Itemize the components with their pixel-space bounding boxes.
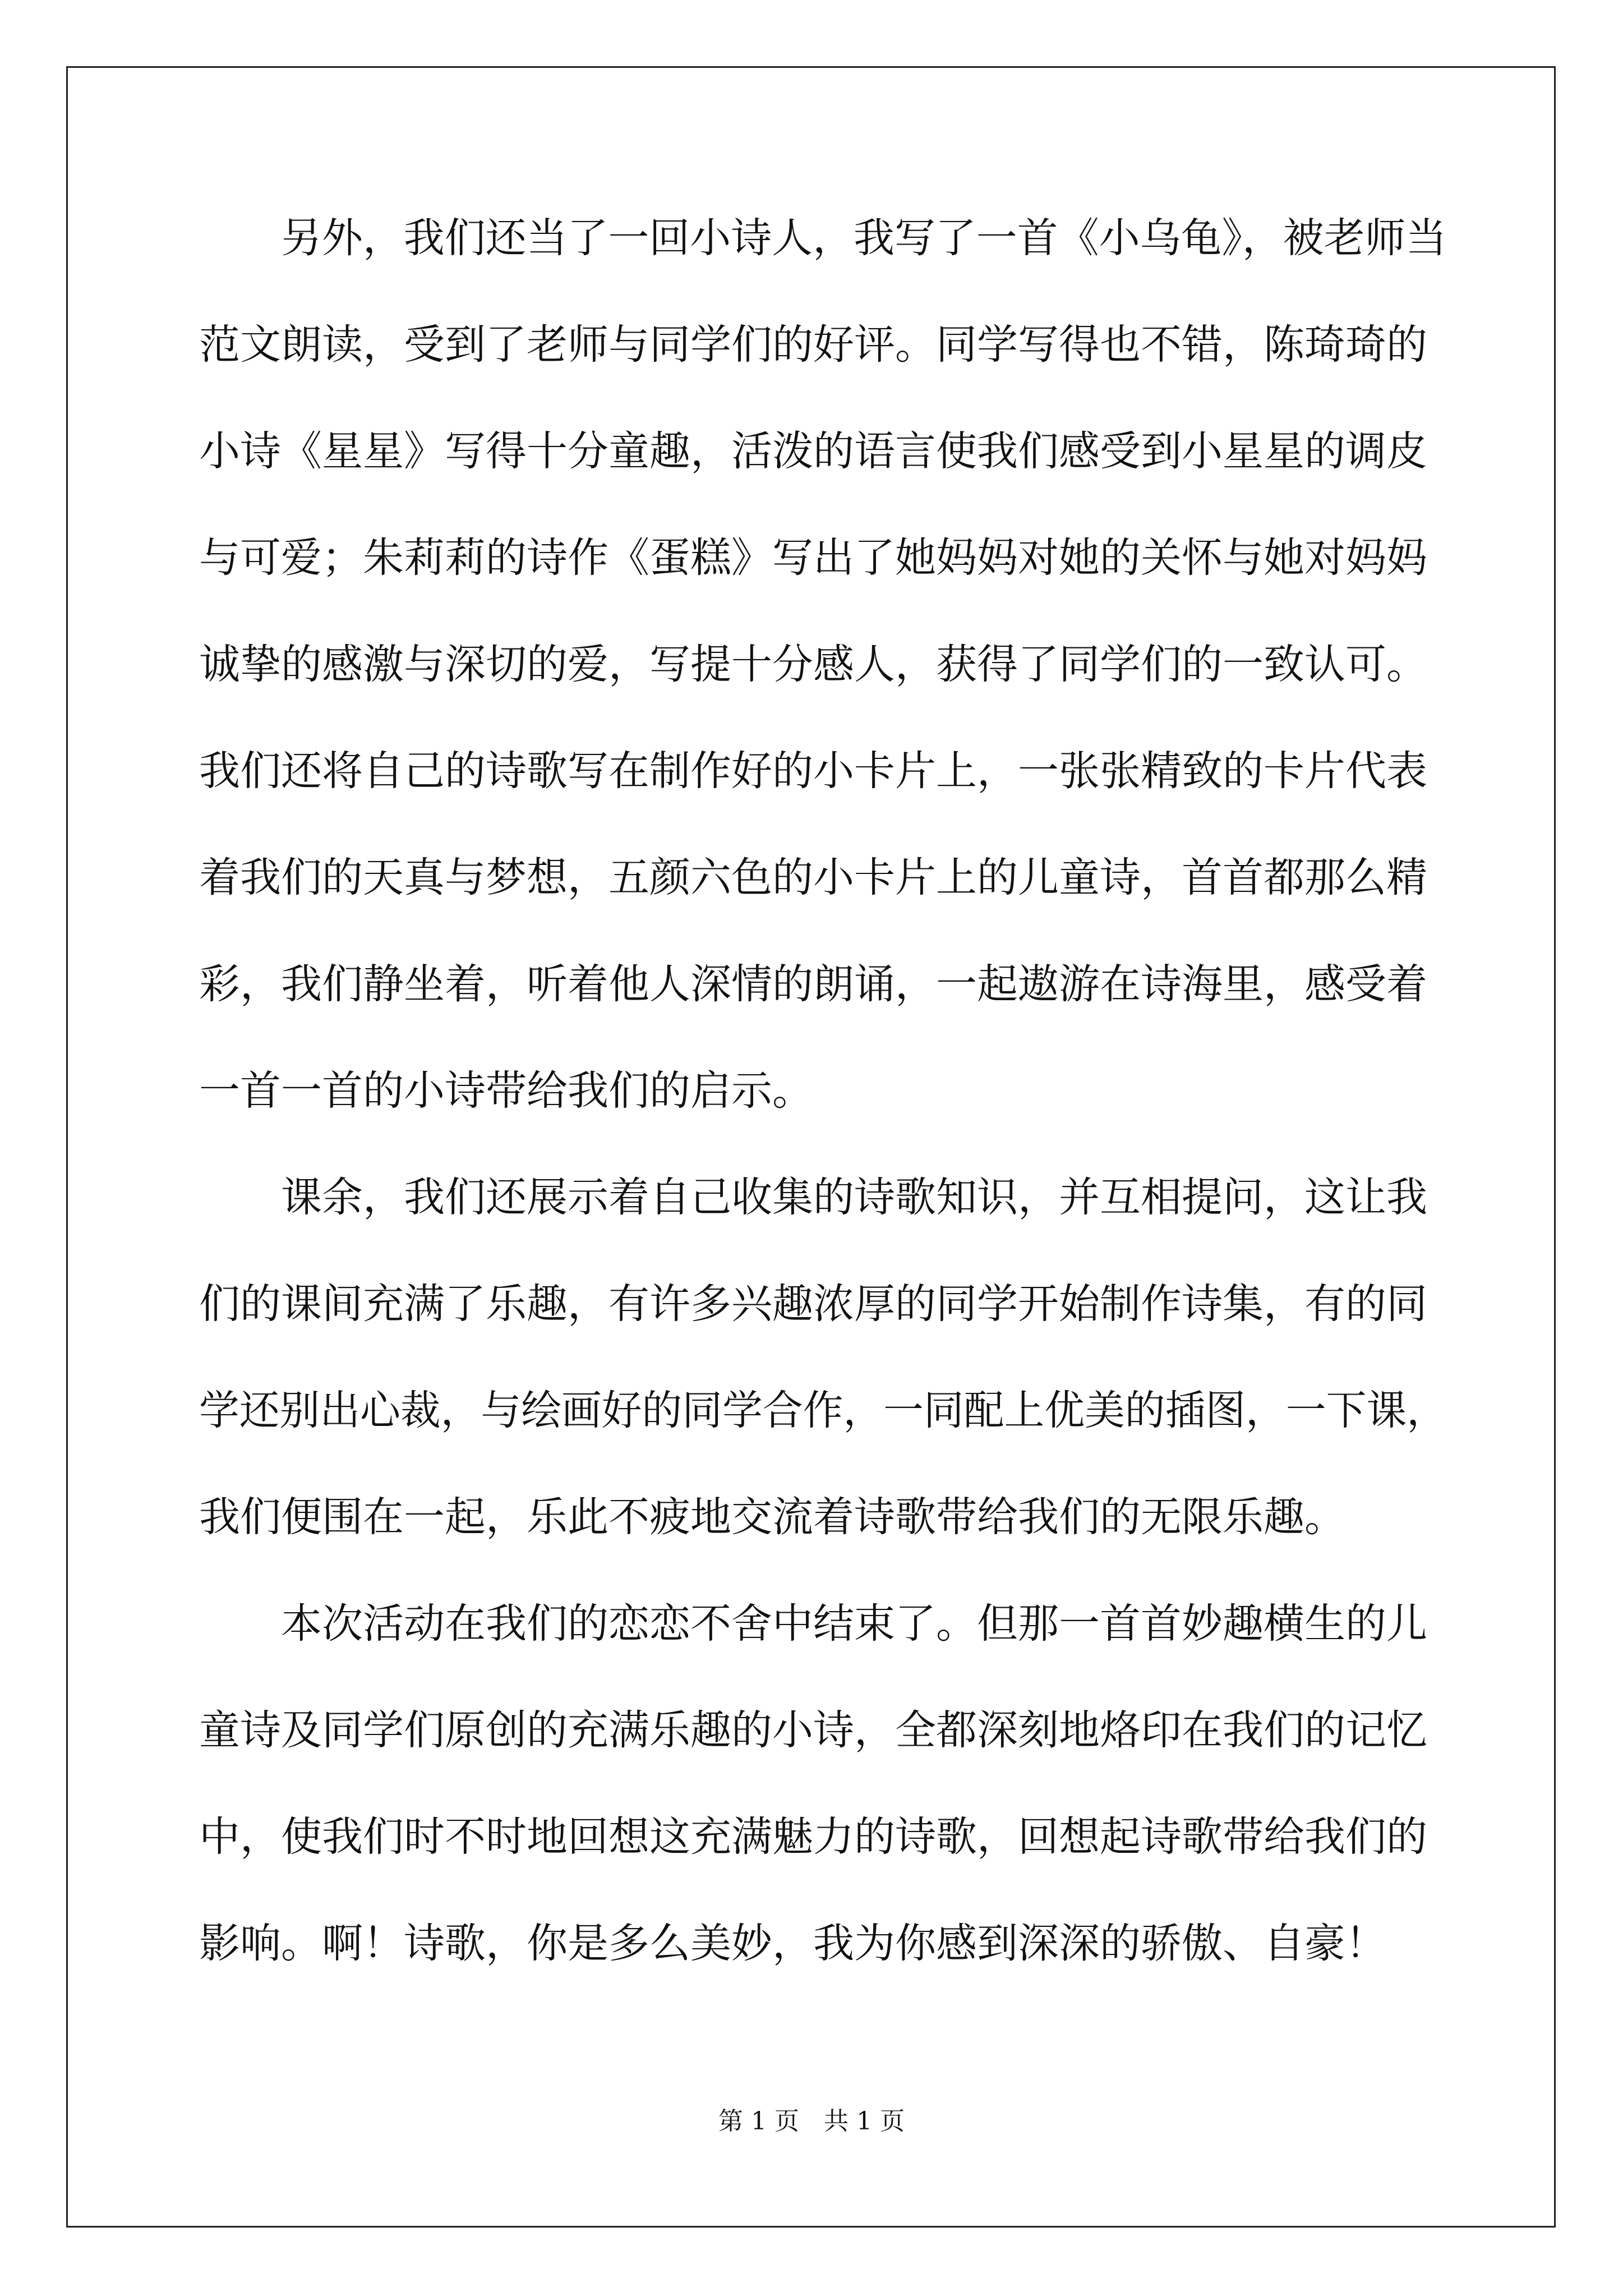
text-line: 我们还将自己的诗歌写在制作好的小卡片上，一张张精致的卡片代表: [199, 747, 1427, 795]
page-border: [66, 66, 1556, 2228]
text-line: 我们便围在一起，乐此不疲地交流着诗歌带给我们的无限乐趣。: [199, 1493, 1345, 1541]
text-line: 彩，我们静坐着，听着他人深情的朗诵，一起遨游在诗海里，感受着: [199, 960, 1427, 1008]
text-line: 诚挚的感激与深切的爱，写提十分感人，获得了同学们的一致认可。: [199, 641, 1427, 688]
text-line: 们的课间充满了乐趣，有许多兴趣浓厚的同学开始制作诗集，有的同: [199, 1280, 1427, 1328]
text-line: 范文朗读，受到了老师与同学们的好评。同学写得也不错，陈琦琦的: [199, 321, 1427, 369]
text-line: 课余，我们还展示着自己收集的诗歌知识，并互相提问，这让我: [281, 1174, 1427, 1221]
text-line: 中，使我们时不时地回想这充满魅力的诗歌，回想起诗歌带给我们的: [199, 1813, 1427, 1861]
page-footer: 第 1 页 共 1 页: [718, 2107, 905, 2136]
text-line: 影响。啊！诗歌，你是多么美妙，我为你感到深深的骄傲、自豪！: [199, 1920, 1386, 1967]
text-line: 与可爱；朱莉莉的诗作《蛋糕》写出了她妈妈对她的关怀与她对妈妈: [199, 534, 1427, 582]
text-line: 一首一首的小诗带给我们的启示。: [199, 1067, 813, 1115]
text-line: 本次活动在我们的恋恋不舍中结束了。但那一首首妙趣横生的儿: [281, 1600, 1427, 1648]
text-line: 童诗及同学们原创的充满乐趣的小诗，全都深刻地烙印在我们的记忆: [199, 1706, 1427, 1754]
text-line: 另外，我们还当了一回小诗人，我写了一首《小乌龟》，被老师当: [281, 214, 1447, 262]
text-line: 着我们的天真与梦想，五颜六色的小卡片上的儿童诗，首首都那么精: [199, 854, 1427, 901]
text-line: 小诗《星星》写得十分童趣，活泼的语言使我们感受到小星星的调皮: [199, 427, 1427, 475]
text-line: 学还别出心裁，与绘画好的同学合作，一同配上优美的插图，一下课，: [199, 1387, 1447, 1434]
